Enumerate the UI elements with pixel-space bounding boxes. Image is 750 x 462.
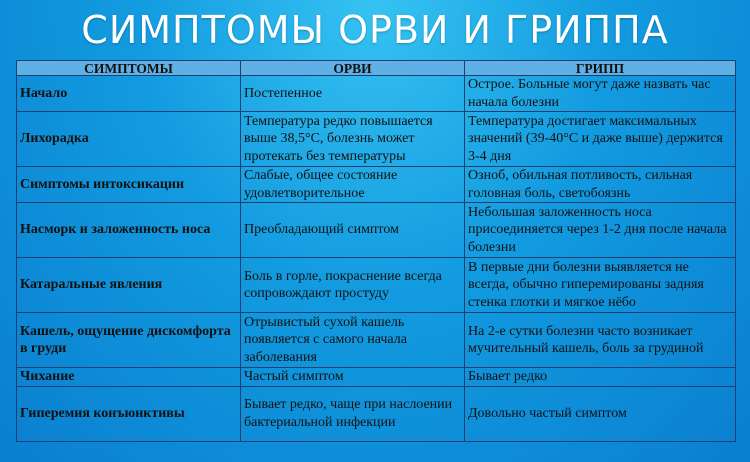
- column-header-flu: ГРИПП: [465, 61, 736, 76]
- table-row: [17, 258, 736, 313]
- orvi-cell: Постепенное: [241, 76, 465, 112]
- table-row: [17, 203, 736, 258]
- orvi-cell: Отрывистый сухой кашель появляется с самого начала заболевания: [241, 313, 465, 368]
- table-row: [17, 112, 736, 167]
- table-row: [17, 167, 736, 203]
- orvi-cell: Слабые, общее состояние удовлетворительное: [241, 167, 465, 203]
- symptom-cell: Кашель, ощущение дискомфорта в груди: [17, 313, 241, 368]
- symptom-cell: Катаральные явления: [17, 258, 241, 313]
- orvi-cell: Боль в горле, покраснение всегда сопровождают простуду: [241, 258, 465, 313]
- orvi-cell: Преобладающий симптом: [241, 203, 465, 258]
- orvi-cell: Температура редко повышается выше 38,5°С, болезнь может протекать без температуры: [241, 112, 465, 167]
- table-row: [17, 76, 736, 112]
- comparison-table: [16, 60, 736, 442]
- symptom-cell: Насморк и заложенность носа: [17, 203, 241, 258]
- flu-cell: Небольшая заложенность носа присоединяется через 1-2 дня после начала болезни: [465, 203, 736, 258]
- table-row: [17, 386, 736, 441]
- symptom-cell: Начало: [17, 76, 241, 112]
- table-header-row: [17, 61, 736, 76]
- flu-cell: Острое. Больные могут даже назвать час начала болезни: [465, 76, 736, 112]
- symptom-cell: Гиперемия конъюнктивы: [17, 386, 241, 441]
- symptom-cell: Лихорадка: [17, 112, 241, 167]
- flu-cell: В первые дни болезни выявляется не всегда, обычно гиперемированы задняя стенка глотки и мягкое нёбо: [465, 258, 736, 313]
- column-header-symptoms: СИМПТОМЫ: [17, 61, 241, 76]
- flu-cell: Довольно частый симптом: [465, 386, 736, 441]
- orvi-cell: Частый симптом: [241, 368, 465, 387]
- symptom-cell: Симптомы интоксикации: [17, 167, 241, 203]
- table-row: [17, 313, 736, 368]
- flu-cell: Озноб, обильная потливость, сильная головная боль, светобоязнь: [465, 167, 736, 203]
- symptom-cell: Чихание: [17, 368, 241, 387]
- table-row: [17, 368, 736, 387]
- orvi-cell: Бывает редко, чаще при наслоении бактериальной инфекции: [241, 386, 465, 441]
- column-header-orvi: ОРВИ: [241, 61, 465, 76]
- page-title: СИМПТОМЫ ОРВИ И ГРИППА: [81, 8, 669, 52]
- flu-cell: На 2-е сутки болезни часто возникает мучительный кашель, боль за грудиной: [465, 313, 736, 368]
- flu-cell: Температура достигает максимальных значений (39-40°С и даже выше) держится 3-4 дня: [465, 112, 736, 167]
- flu-cell: Бывает редко: [465, 368, 736, 387]
